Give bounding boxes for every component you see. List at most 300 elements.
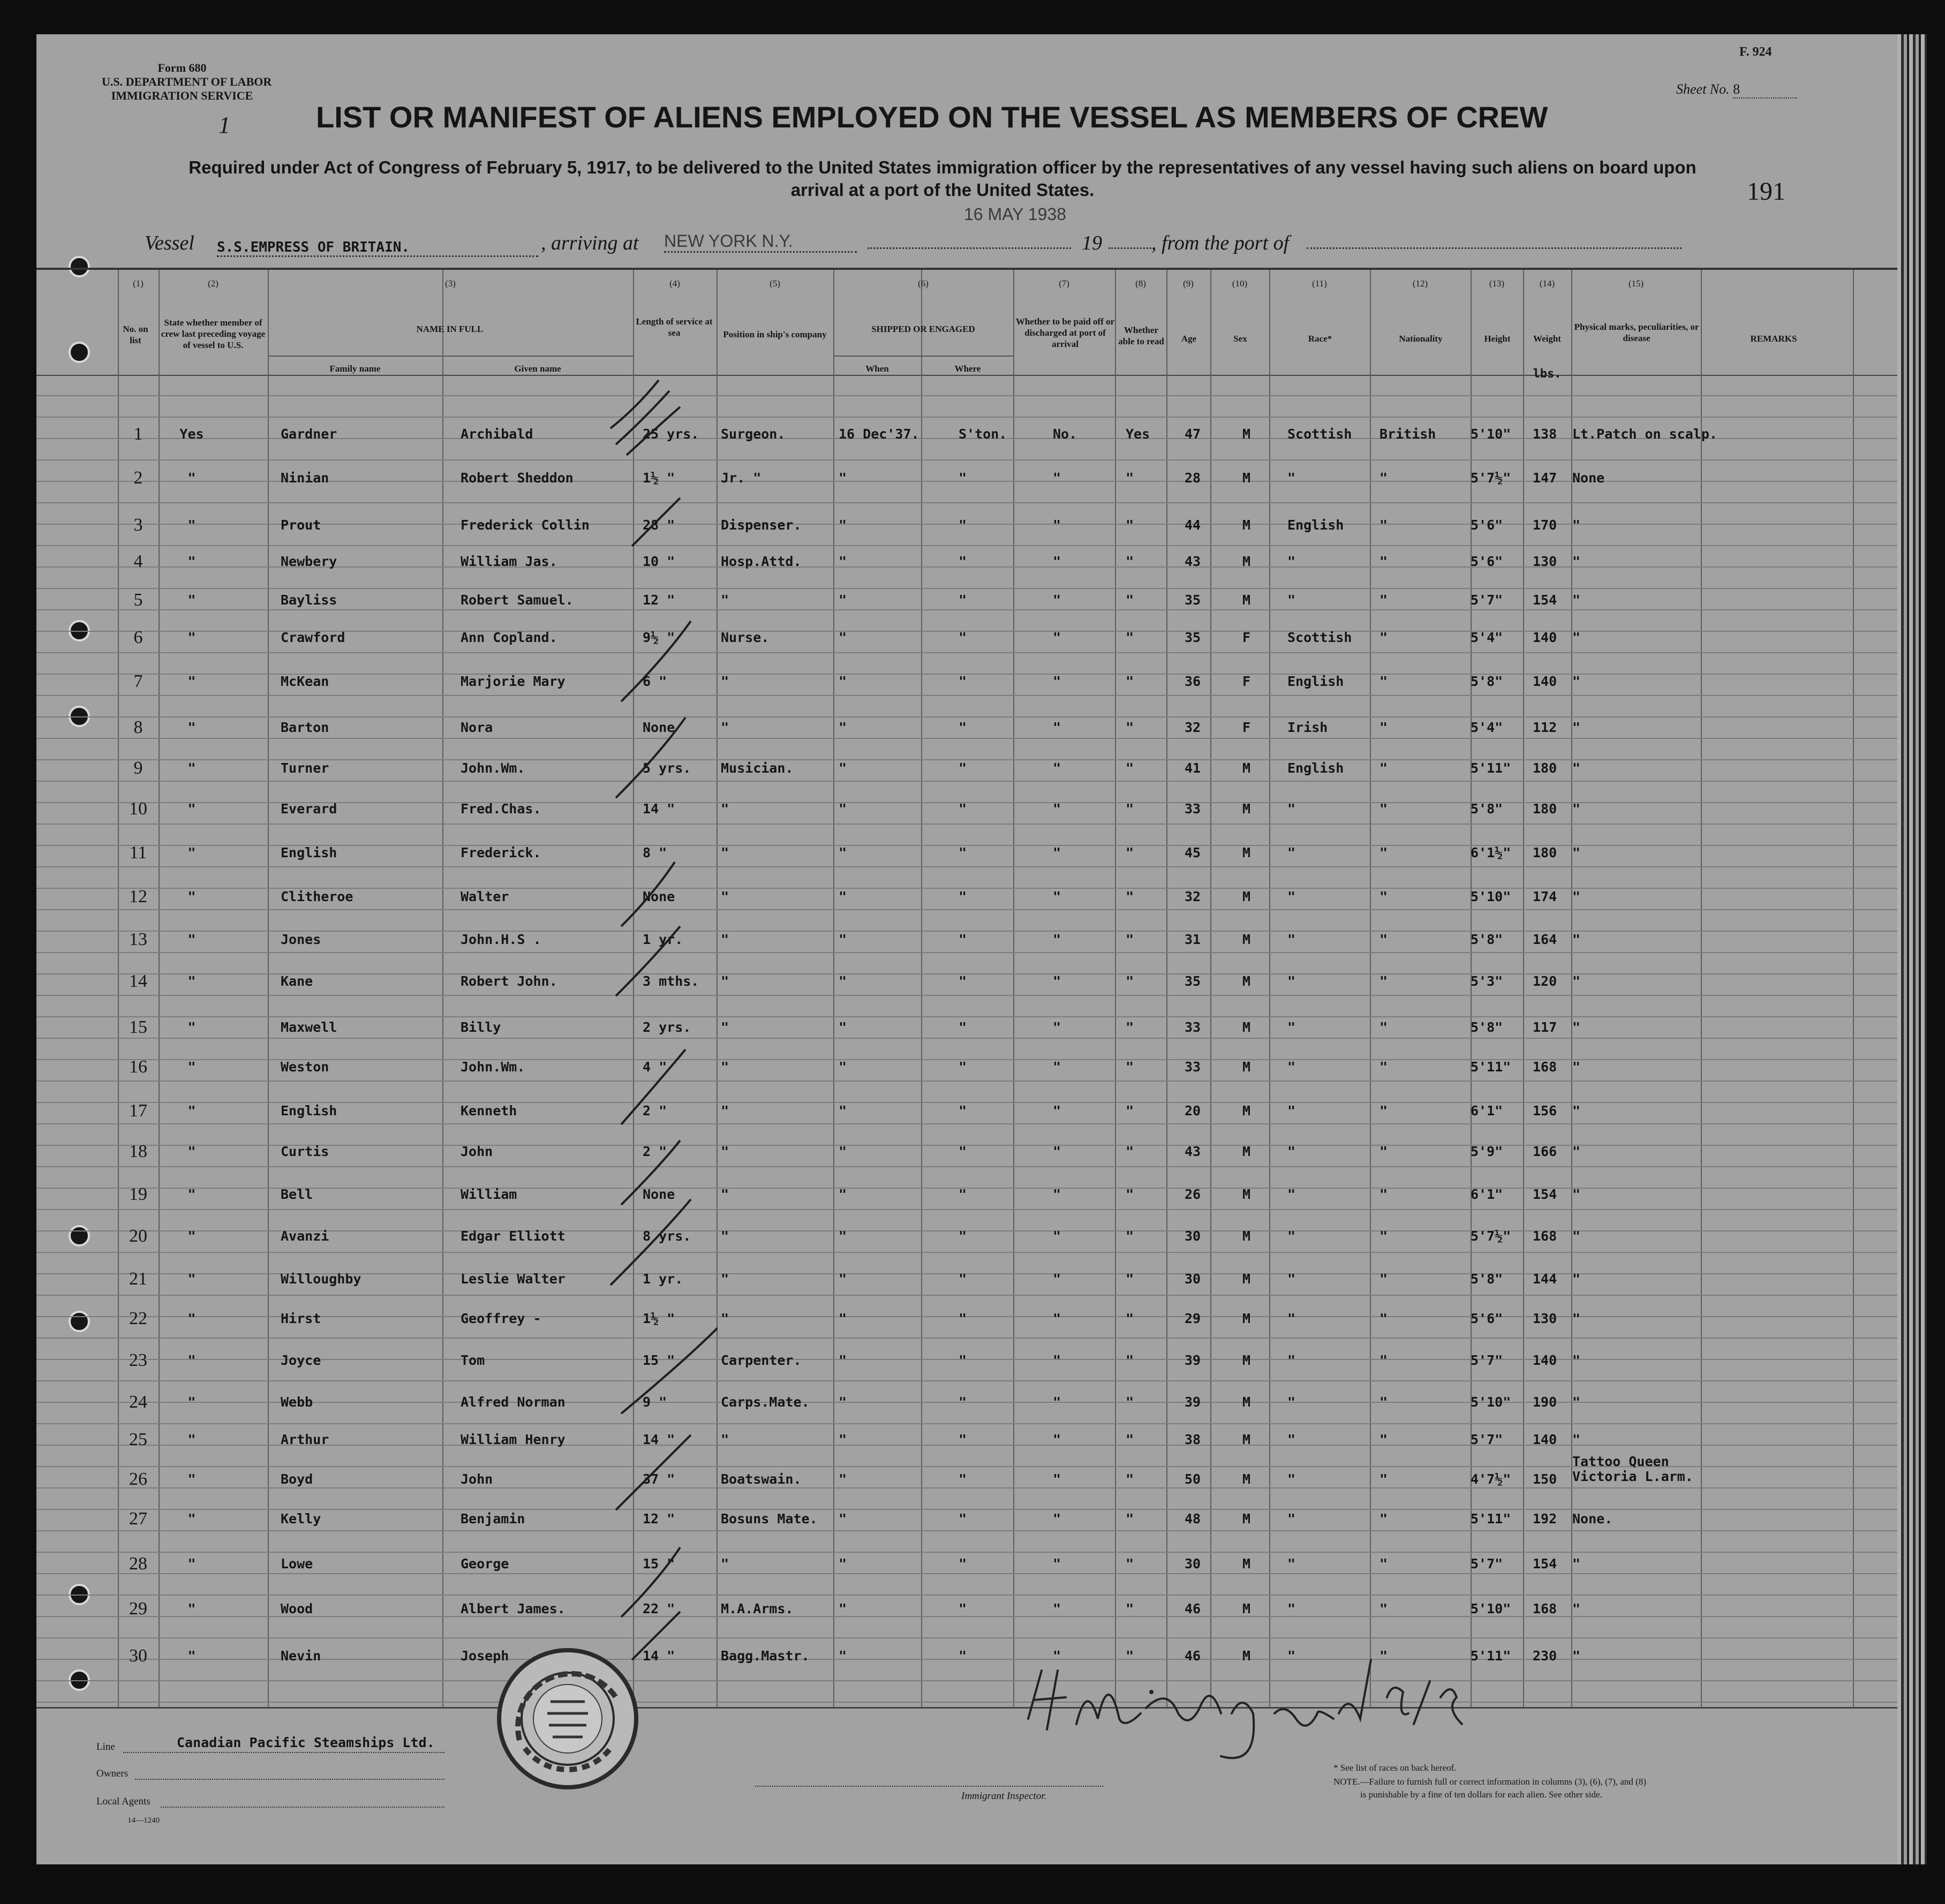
cell-paid: ": [1053, 932, 1061, 947]
cell-nationality: ": [1379, 592, 1388, 608]
cell-marks: ": [1572, 1059, 1581, 1075]
cell-nationality: ": [1379, 1394, 1388, 1410]
column-number: (14): [1539, 278, 1555, 289]
cell-where: ": [959, 1019, 967, 1035]
cell-race: ": [1287, 889, 1296, 904]
column-rule: [1013, 270, 1014, 1707]
line-label: Line: [96, 1741, 115, 1752]
column-rule: [1853, 270, 1854, 1707]
cell-given: Walter: [461, 889, 509, 904]
cell-given: Ann Copland.: [461, 630, 557, 645]
cell-nationality: ": [1379, 1353, 1388, 1368]
column-rule: [1269, 270, 1270, 1707]
cell-marks: ": [1572, 1187, 1581, 1202]
cell-weight: 190: [1533, 1394, 1557, 1410]
cell-length: 1½ ": [643, 470, 675, 486]
owners-field-rule: [135, 1779, 444, 1780]
cell-height: 5'7": [1471, 1556, 1503, 1571]
line-field-rule: [123, 1752, 444, 1753]
cell-marks: ": [1572, 720, 1581, 735]
row-rule: [36, 1252, 1897, 1253]
cell-nationality: ": [1379, 1228, 1388, 1244]
cell-when: ": [839, 592, 847, 608]
cell-sex: M: [1242, 426, 1251, 442]
cell-nationality: ": [1379, 932, 1388, 947]
cell-family: Bayliss: [281, 592, 337, 608]
cell-nationality: ": [1379, 845, 1388, 860]
cell-family: Willoughby: [281, 1271, 361, 1287]
cell-nationality: ": [1379, 1556, 1388, 1571]
cell-age: 39: [1185, 1353, 1201, 1368]
column-number: (4): [669, 278, 680, 289]
cell-position: Hosp.Attd.: [721, 554, 802, 569]
cell-given: Alfred Norman: [461, 1394, 566, 1410]
cell-weight: 154: [1533, 1556, 1557, 1571]
header-where: Where: [954, 364, 981, 374]
cell-where: ": [959, 1144, 967, 1159]
cell-weight: 156: [1533, 1103, 1557, 1119]
cell-marks: Lt.Patch on scalp.: [1572, 426, 1717, 442]
cell-sex: M: [1242, 801, 1251, 817]
cell-height: 5'4": [1471, 630, 1503, 645]
cell-where: ": [959, 1648, 967, 1664]
cell-nationality: ": [1379, 1059, 1388, 1075]
cell-height: 5'10": [1471, 889, 1511, 904]
cell-height: 6'1½": [1471, 845, 1511, 860]
cell-paid: ": [1053, 720, 1061, 735]
cell-marks: ": [1572, 760, 1581, 776]
cell-race: English: [1287, 674, 1344, 689]
inspector-signature-icon: [1017, 1649, 1499, 1772]
cell-length: 2 ": [643, 1144, 667, 1159]
cell-when: ": [839, 1511, 847, 1527]
cell-height: 5'7": [1471, 1353, 1503, 1368]
cell-marks: ": [1572, 592, 1581, 608]
row-number: 16: [129, 1057, 147, 1077]
cell-nationality: ": [1379, 760, 1388, 776]
row-rule: [36, 417, 1897, 418]
cell-age: 50: [1185, 1471, 1201, 1487]
cell-position: Bosuns Mate.: [721, 1511, 818, 1527]
cell-length: 15 ": [643, 1556, 675, 1571]
cell-race: ": [1287, 1511, 1296, 1527]
cell-age: 35: [1185, 592, 1201, 608]
cell-paid: ": [1053, 1271, 1061, 1287]
cell-sex: M: [1242, 592, 1251, 608]
cell-weight: 180: [1533, 845, 1557, 860]
cell-family: Wood: [281, 1601, 313, 1616]
cell-paid: ": [1053, 1556, 1061, 1571]
cell-height: 5'11": [1471, 1648, 1511, 1664]
cell-length: 15 ": [643, 1353, 675, 1368]
header-length-service: Length of service at sea: [636, 316, 713, 338]
cell-when: ": [839, 1228, 847, 1244]
cell-weight: 140: [1533, 1432, 1557, 1447]
row-number: 29: [129, 1599, 147, 1619]
cell-weight: 174: [1533, 889, 1557, 904]
cell-paid: ": [1053, 1059, 1061, 1075]
column-number: (3): [445, 278, 456, 289]
cell-length: 2 yrs.: [643, 1019, 691, 1035]
cell-length: None: [643, 889, 675, 904]
cell-nationality: ": [1379, 801, 1388, 817]
header-position: Position in ship's company: [723, 329, 827, 339]
cell-age: 33: [1185, 1059, 1201, 1075]
cell-weight: 117: [1533, 1019, 1557, 1035]
cell-read: ": [1126, 845, 1134, 860]
row-rule: [36, 609, 1897, 610]
cell-nationality: ": [1379, 1601, 1388, 1616]
cell-when: ": [839, 973, 847, 989]
cell-nationality: ": [1379, 554, 1388, 569]
footnote-races: * See list of races on back hereof.: [1333, 1763, 1457, 1773]
column-rule: [1701, 270, 1702, 1707]
cell-paid: ": [1053, 1311, 1061, 1326]
cell-height: 5'9": [1471, 1144, 1503, 1159]
cell-read: ": [1126, 720, 1134, 735]
arrival-date-stamp: 16 MAY 1938: [964, 205, 1066, 224]
cell-length: 3 mths.: [643, 973, 699, 989]
cell-where: ": [959, 1103, 967, 1119]
cell-sex: F: [1242, 674, 1251, 689]
column-rule: [833, 270, 834, 1707]
cell-when: ": [839, 801, 847, 817]
cell-marks: ": [1572, 1353, 1581, 1368]
row-rule: [36, 1616, 1897, 1617]
cell-length: 2 ": [643, 1103, 667, 1119]
footnote-note: NOTE.—Failure to furnish full or correct information in columns (3), (6), (7), and (8): [1333, 1777, 1646, 1787]
cell-marks: ": [1572, 1103, 1581, 1119]
cell-where: ": [959, 1187, 967, 1202]
cell-family: Curtis: [281, 1144, 329, 1159]
cell-length: 28 ": [643, 517, 675, 533]
cell-read: ": [1126, 630, 1134, 645]
page-title: LIST OR MANIFEST OF ALIENS EMPLOYED ON THE VESSEL AS MEMBERS OF CREW: [316, 100, 1548, 134]
cell-age: 35: [1185, 630, 1201, 645]
cell-family: Hirst: [281, 1311, 321, 1326]
cell-weight: 138: [1533, 426, 1557, 442]
cell-age: 46: [1185, 1648, 1201, 1664]
cell-weight: 130: [1533, 554, 1557, 569]
form-header-block: [102, 61, 272, 103]
port-stamp-icon: [487, 1638, 648, 1799]
cell-read: ": [1126, 1601, 1134, 1616]
cell-height: 5'3": [1471, 973, 1503, 989]
cell-marks: ": [1572, 1601, 1581, 1616]
cell-nationality: ": [1379, 1311, 1388, 1326]
column-rule: [268, 270, 269, 1707]
column-rule: [921, 270, 922, 1707]
cell-given: Nora: [461, 720, 493, 735]
cell-age: 39: [1185, 1394, 1201, 1410]
header-remarks: REMARKS: [1750, 334, 1797, 344]
cell-paid: ": [1053, 845, 1061, 860]
cell-given: Robert Samuel.: [461, 592, 574, 608]
cell-where: ": [959, 517, 967, 533]
cell-where: ": [959, 592, 967, 608]
row-number: 17: [129, 1101, 147, 1121]
cell-age: 32: [1185, 889, 1201, 904]
cell-position: Carps.Mate.: [721, 1394, 810, 1410]
cell-marks: ": [1572, 1432, 1581, 1447]
header-when: When: [865, 364, 889, 374]
subtitle-line-1: Required under Act of Congress of February 5, 1917, to be delivered to the United States immigration officer by the representatives of any vessel having such aliens on board upon: [189, 157, 1697, 177]
cell-weight: 230: [1533, 1648, 1557, 1664]
cell-position: ": [721, 973, 729, 989]
from-port-line: [1307, 247, 1682, 249]
cell-age: 20: [1185, 1103, 1201, 1119]
punch-hole-icon: [69, 1225, 90, 1246]
cell-family: Kane: [281, 973, 313, 989]
row-number: 12: [129, 887, 147, 906]
row-number: 18: [129, 1142, 147, 1161]
cell-marks: ": [1572, 1394, 1581, 1410]
cell-position: ": [721, 1556, 729, 1571]
cell-given: William Jas.: [461, 554, 557, 569]
row-number: 8: [133, 717, 143, 737]
cell-weight: 180: [1533, 801, 1557, 817]
cell-given: John.Wm.: [461, 760, 525, 776]
header-no-on-list: No. on list: [123, 324, 148, 345]
header-weight-unit: lbs.: [1533, 367, 1562, 381]
cell-paid: ": [1053, 889, 1061, 904]
form-number: Form 680: [157, 61, 207, 74]
cell-weight: 154: [1533, 1187, 1557, 1202]
column-number: (15): [1628, 278, 1644, 289]
page-edge-stack: [1897, 34, 1927, 1864]
cell-weight: 140: [1533, 630, 1557, 645]
header-paid-off: Whether to be paid off or discharged at port of arrival: [1015, 316, 1115, 349]
cell-paid: ": [1053, 470, 1061, 486]
cell-when: ": [839, 554, 847, 569]
row-rule: [36, 1637, 1897, 1638]
cell-position: M.A.Arms.: [721, 1601, 794, 1616]
header-given-name: Given name: [514, 364, 561, 374]
column-number: (10): [1232, 278, 1248, 289]
row-rule: [36, 1166, 1897, 1167]
cell-read: ": [1126, 1556, 1134, 1571]
cell-family: Weston: [281, 1059, 329, 1075]
cell-paid: ": [1053, 1394, 1061, 1410]
row-rule: [36, 1188, 1897, 1189]
row-rule: [36, 716, 1897, 717]
cell-weight: 150: [1533, 1471, 1557, 1487]
row-rule: [36, 781, 1897, 782]
header-able-read: Whether able to read: [1118, 325, 1164, 346]
cell-when: ": [839, 517, 847, 533]
cell-read: ": [1126, 554, 1134, 569]
cell-race: ": [1287, 470, 1296, 486]
cell-position: ": [721, 1187, 729, 1202]
cell-race: ": [1287, 592, 1296, 608]
cell-paid: ": [1053, 1019, 1061, 1035]
cell-nationality: ": [1379, 1019, 1388, 1035]
department-name: U.S. DEPARTMENT OF LABOR: [102, 75, 272, 88]
cell-sex: M: [1242, 1432, 1251, 1447]
cell-sex: M: [1242, 932, 1251, 947]
cell-age: 38: [1185, 1432, 1201, 1447]
column-rule: [1370, 270, 1371, 1707]
cell-family: Bell: [281, 1187, 313, 1202]
cell-position: ": [721, 674, 729, 689]
cell-nationality: ": [1379, 1103, 1388, 1119]
cell-race: ": [1287, 932, 1296, 947]
cell-sex: M: [1242, 1471, 1251, 1487]
cell-sex: M: [1242, 973, 1251, 989]
cell-read: ": [1126, 1353, 1134, 1368]
cell-marks: ": [1572, 554, 1581, 569]
cell-read: ": [1126, 1019, 1134, 1035]
cell-length: None: [643, 720, 675, 735]
cell-read: ": [1126, 973, 1134, 989]
cell-age: 41: [1185, 760, 1201, 776]
cell-read: ": [1126, 801, 1134, 817]
subtitle: [123, 156, 1762, 201]
cell-weight: 144: [1533, 1271, 1557, 1287]
cell-length: 5 yrs.: [643, 760, 691, 776]
cell-when: ": [839, 1471, 847, 1487]
header-height: Height: [1484, 334, 1511, 344]
cell-when: ": [839, 1019, 847, 1035]
cell-height: 5'10": [1471, 426, 1511, 442]
cell-marks: ": [1572, 973, 1581, 989]
page-number: 191: [1747, 177, 1785, 206]
cell-sex: M: [1242, 1019, 1251, 1035]
cell-marks: ": [1572, 889, 1581, 904]
cell-age: 48: [1185, 1511, 1201, 1527]
column-number: (9): [1183, 278, 1194, 289]
cell-sex: M: [1242, 470, 1251, 486]
date-line: [868, 247, 1071, 249]
cell-age: 28: [1185, 470, 1201, 486]
cell-height: 6'1": [1471, 1187, 1503, 1202]
cell-height: 5'8": [1471, 801, 1503, 817]
row-rule: [36, 695, 1897, 696]
agents-field-rule: [161, 1807, 444, 1808]
cell-length: 14 ": [643, 1648, 675, 1664]
row-number: 21: [129, 1269, 147, 1289]
cell-height: 5'6": [1471, 1311, 1503, 1326]
cell-nationality: ": [1379, 1648, 1388, 1664]
year-line: [1109, 247, 1151, 249]
column-rule: [1115, 270, 1116, 1707]
column-number: (8): [1135, 278, 1146, 289]
cell-when: ": [839, 1103, 847, 1119]
cell-read: ": [1126, 889, 1134, 904]
cell-height: 5'8": [1471, 932, 1503, 947]
row-number: 26: [129, 1469, 147, 1489]
column-rule: [442, 270, 443, 1707]
cell-given: William: [461, 1187, 517, 1202]
cell-height: 5'8": [1471, 1019, 1503, 1035]
cell-when: ": [839, 1556, 847, 1571]
cell-weight: 166: [1533, 1144, 1557, 1159]
inspector-line: [755, 1786, 1103, 1787]
cell-where: ": [959, 760, 967, 776]
cell-position: ": [721, 1271, 729, 1287]
cell-length: 37 ": [643, 1471, 675, 1487]
cell-marks: ": [1572, 845, 1581, 860]
cell-height: 4'7½": [1471, 1471, 1511, 1487]
cell-weight: 154: [1533, 592, 1557, 608]
cell-age: 47: [1185, 426, 1201, 442]
cell-marks: ": [1572, 630, 1581, 645]
cell-length: 1 yr.: [643, 1271, 683, 1287]
name-subheader-rule: [268, 356, 633, 357]
row-rule: [36, 395, 1897, 396]
cell-read: ": [1126, 517, 1134, 533]
cell-race: ": [1287, 1394, 1296, 1410]
cell-position: ": [721, 720, 729, 735]
cell-height: 5'8": [1471, 674, 1503, 689]
column-rule: [1523, 270, 1524, 1707]
row-rule: [36, 1123, 1897, 1124]
cell-age: 30: [1185, 1556, 1201, 1571]
column-number: (6): [918, 278, 929, 289]
cell-height: 5'7½": [1471, 1228, 1511, 1244]
cell-where: ": [959, 1059, 967, 1075]
column-number: (12): [1412, 278, 1428, 289]
cell-position: ": [721, 592, 729, 608]
cell-paid: ": [1053, 1601, 1061, 1616]
cell-where: ": [959, 889, 967, 904]
cell-when: ": [839, 1311, 847, 1326]
cell-where: ": [959, 1471, 967, 1487]
row-rule: [36, 1595, 1897, 1596]
cell-given: John.Wm.: [461, 1059, 525, 1075]
cell-paid: ": [1053, 973, 1061, 989]
cell-paid: ": [1053, 592, 1061, 608]
cell-length: 4 ": [643, 1059, 667, 1075]
cell-sex: F: [1242, 720, 1251, 735]
cell-height: 6'1": [1471, 1103, 1503, 1119]
cell-marks: ": [1572, 1144, 1581, 1159]
row-number: 2: [133, 468, 143, 488]
header-family-name: Family name: [329, 364, 381, 374]
row-rule: [36, 866, 1897, 867]
header-state-member: State whether member of crew last preceding voyage of vessel to U.S.: [161, 318, 266, 350]
cell-paid: ": [1053, 554, 1061, 569]
cell-height: 5'10": [1471, 1394, 1511, 1410]
cell-race: ": [1287, 1471, 1296, 1487]
cell-family: English: [281, 845, 337, 860]
cell-sex: M: [1242, 517, 1251, 533]
cell-where: ": [959, 932, 967, 947]
cell-when: ": [839, 630, 847, 645]
cell-when: ": [839, 1187, 847, 1202]
cell-sex: M: [1242, 1556, 1251, 1571]
cell-race: ": [1287, 1353, 1296, 1368]
cell-race: ": [1287, 1648, 1296, 1664]
handwritten-mark: 1: [218, 112, 230, 138]
cell-where: ": [959, 1311, 967, 1326]
cell-length: 9½ ": [643, 630, 675, 645]
cell-sex: M: [1242, 1271, 1251, 1287]
cell-when: 16 Dec'37.: [839, 426, 919, 442]
cell-family: Lowe: [281, 1556, 313, 1571]
cell-nationality: ": [1379, 1144, 1388, 1159]
row-rule: [36, 1680, 1897, 1681]
cell-paid: ": [1053, 630, 1061, 645]
cell-when: ": [839, 674, 847, 689]
cell-where: ": [959, 720, 967, 735]
row-number: 5: [133, 590, 143, 610]
cell-marks: None: [1572, 470, 1605, 486]
cell-length: 1½ ": [643, 1311, 675, 1326]
cell-sex: M: [1242, 1648, 1251, 1664]
row-rule: [36, 1552, 1897, 1553]
cell-family: Maxwell: [281, 1019, 337, 1035]
